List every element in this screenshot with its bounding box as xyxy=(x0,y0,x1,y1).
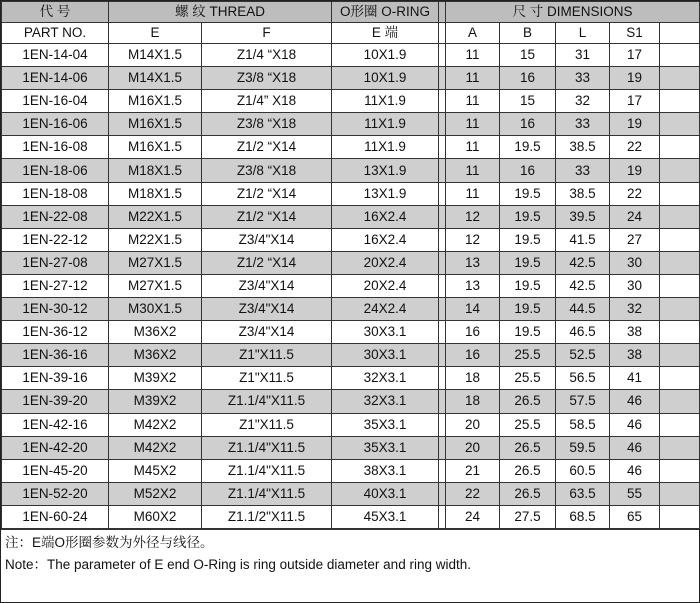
cell-gap xyxy=(439,298,446,321)
cell-l: 57.5 xyxy=(556,390,610,413)
header-code-cn: 代 号 xyxy=(2,2,109,23)
cell-l: 41.5 xyxy=(556,228,610,251)
table-row xyxy=(2,205,700,228)
header-col-b: B xyxy=(500,23,556,44)
cell-f: Z1/4 “X18 xyxy=(202,44,332,67)
table-body xyxy=(2,44,700,529)
cell-oring: 32X3.1 xyxy=(332,367,439,390)
cell-blank xyxy=(660,344,700,367)
cell-e: M36X2 xyxy=(109,344,202,367)
header-gap xyxy=(439,23,446,44)
cell-s1: 41 xyxy=(610,367,660,390)
cell-gap xyxy=(439,182,446,205)
cell-blank xyxy=(660,482,700,505)
cell-l: 38.5 xyxy=(556,136,610,159)
cell-e: M16X1.5 xyxy=(109,90,202,113)
cell-blank xyxy=(660,44,700,67)
cell-blank xyxy=(660,321,700,344)
cell-blank xyxy=(660,90,700,113)
cell-part: 1EN-36-16 xyxy=(2,344,109,367)
cell-gap xyxy=(439,482,446,505)
cell-f: Z1"X11.5 xyxy=(202,344,332,367)
header-dimensions: 尺 寸 DIMENSIONS xyxy=(446,2,700,23)
cell-f: Z1.1/4"X11.5 xyxy=(202,482,332,505)
header-part-no: PART NO. xyxy=(2,23,109,44)
cell-l: 68.5 xyxy=(556,505,610,528)
header-gap xyxy=(439,2,446,23)
cell-b: 26.5 xyxy=(500,482,556,505)
cell-f: Z1/2 “X14 xyxy=(202,251,332,274)
cell-part: 1EN-36-12 xyxy=(2,321,109,344)
table-row xyxy=(2,390,700,413)
cell-part: 1EN-16-06 xyxy=(2,113,109,136)
cell-l: 39.5 xyxy=(556,205,610,228)
cell-part: 1EN-22-08 xyxy=(2,205,109,228)
cell-gap xyxy=(439,413,446,436)
header-oring: O形圈 O-RING xyxy=(332,2,439,23)
cell-blank xyxy=(660,113,700,136)
cell-a: 11 xyxy=(446,159,500,182)
cell-blank xyxy=(660,298,700,321)
cell-e: M36X2 xyxy=(109,321,202,344)
cell-b: 19.5 xyxy=(500,205,556,228)
cell-oring: 13X1.9 xyxy=(332,159,439,182)
cell-e: M39X2 xyxy=(109,367,202,390)
cell-oring: 40X3.1 xyxy=(332,482,439,505)
cell-s1: 46 xyxy=(610,390,660,413)
cell-e: M18X1.5 xyxy=(109,159,202,182)
cell-l: 44.5 xyxy=(556,298,610,321)
cell-f: Z1.1/4"X11.5 xyxy=(202,459,332,482)
cell-f: Z1/2 “X14 xyxy=(202,136,332,159)
cell-part: 1EN-18-08 xyxy=(2,182,109,205)
header-col-l: L xyxy=(556,23,610,44)
cell-oring: 11X1.9 xyxy=(332,90,439,113)
cell-e: M42X2 xyxy=(109,413,202,436)
cell-a: 14 xyxy=(446,298,500,321)
table-row xyxy=(2,113,700,136)
table-row xyxy=(2,367,700,390)
table-row xyxy=(2,182,700,205)
cell-blank xyxy=(660,505,700,528)
cell-e: M39X2 xyxy=(109,390,202,413)
cell-e: M27X1.5 xyxy=(109,251,202,274)
cell-b: 26.5 xyxy=(500,459,556,482)
cell-gap xyxy=(439,274,446,297)
cell-blank xyxy=(660,413,700,436)
header-col-s1: S1 xyxy=(610,23,660,44)
cell-b: 16 xyxy=(500,159,556,182)
table-row xyxy=(2,413,700,436)
cell-gap xyxy=(439,459,446,482)
cell-e: M42X2 xyxy=(109,436,202,459)
cell-oring: 13X1.9 xyxy=(332,182,439,205)
cell-b: 25.5 xyxy=(500,344,556,367)
cell-part: 1EN-27-08 xyxy=(2,251,109,274)
table-row xyxy=(2,251,700,274)
cell-gap xyxy=(439,113,446,136)
cell-b: 25.5 xyxy=(500,413,556,436)
cell-l: 31 xyxy=(556,44,610,67)
cell-blank xyxy=(660,390,700,413)
cell-b: 16 xyxy=(500,67,556,90)
cell-a: 11 xyxy=(446,90,500,113)
cell-blank xyxy=(660,67,700,90)
cell-f: Z1/2 “X14 xyxy=(202,205,332,228)
cell-oring: 16X2.4 xyxy=(332,205,439,228)
cell-blank xyxy=(660,367,700,390)
cell-s1: 27 xyxy=(610,228,660,251)
cell-a: 20 xyxy=(446,413,500,436)
cell-s1: 19 xyxy=(610,67,660,90)
cell-oring: 11X1.9 xyxy=(332,136,439,159)
cell-blank xyxy=(660,436,700,459)
cell-oring: 32X3.1 xyxy=(332,390,439,413)
table-row xyxy=(2,44,700,67)
cell-a: 16 xyxy=(446,344,500,367)
cell-part: 1EN-30-12 xyxy=(2,298,109,321)
cell-gap xyxy=(439,205,446,228)
cell-gap xyxy=(439,67,446,90)
cell-gap xyxy=(439,44,446,67)
cell-s1: 30 xyxy=(610,274,660,297)
cell-b: 19.5 xyxy=(500,251,556,274)
cell-a: 11 xyxy=(446,182,500,205)
cell-b: 26.5 xyxy=(500,390,556,413)
cell-s1: 32 xyxy=(610,298,660,321)
cell-e: M22X1.5 xyxy=(109,228,202,251)
cell-a: 11 xyxy=(446,67,500,90)
cell-part: 1EN-16-08 xyxy=(2,136,109,159)
cell-a: 21 xyxy=(446,459,500,482)
cell-l: 63.5 xyxy=(556,482,610,505)
cell-f: Z3/4"X14 xyxy=(202,321,332,344)
header-col-e: E xyxy=(109,23,202,44)
cell-b: 19.5 xyxy=(500,298,556,321)
cell-a: 12 xyxy=(446,205,500,228)
cell-a: 20 xyxy=(446,436,500,459)
cell-s1: 65 xyxy=(610,505,660,528)
cell-blank xyxy=(660,251,700,274)
note-cn: 注：E端O形圈参数为外径与线径。 xyxy=(5,534,214,550)
cell-gap xyxy=(439,90,446,113)
cell-l: 60.5 xyxy=(556,459,610,482)
cell-f: Z1.1/2"X11.5 xyxy=(202,505,332,528)
cell-gap xyxy=(439,505,446,528)
cell-gap xyxy=(439,367,446,390)
table-row xyxy=(2,344,700,367)
cell-l: 46.5 xyxy=(556,321,610,344)
cell-f: Z1"X11.5 xyxy=(202,367,332,390)
cell-e: M18X1.5 xyxy=(109,182,202,205)
cell-b: 26.5 xyxy=(500,436,556,459)
cell-a: 18 xyxy=(446,367,500,390)
cell-oring: 10X1.9 xyxy=(332,67,439,90)
cell-oring: 45X3.1 xyxy=(332,505,439,528)
cell-oring: 20X2.4 xyxy=(332,274,439,297)
cell-f: Z1.1/4"X11.5 xyxy=(202,436,332,459)
cell-gap xyxy=(439,159,446,182)
cell-b: 19.5 xyxy=(500,136,556,159)
cell-f: Z3/4"X14 xyxy=(202,228,332,251)
cell-gap xyxy=(439,436,446,459)
cell-part: 1EN-16-04 xyxy=(2,90,109,113)
cell-a: 11 xyxy=(446,136,500,159)
cell-oring: 38X3.1 xyxy=(332,459,439,482)
table-row xyxy=(2,505,700,528)
cell-a: 13 xyxy=(446,274,500,297)
table-row xyxy=(2,67,700,90)
cell-gap xyxy=(439,136,446,159)
cell-part: 1EN-60-24 xyxy=(2,505,109,528)
cell-s1: 46 xyxy=(610,459,660,482)
cell-s1: 19 xyxy=(610,113,660,136)
cell-f: Z1.1/4"X11.5 xyxy=(202,390,332,413)
table-row xyxy=(2,274,700,297)
table-row xyxy=(2,321,700,344)
table-row xyxy=(2,482,700,505)
cell-blank xyxy=(660,459,700,482)
table-row xyxy=(2,298,700,321)
cell-s1: 46 xyxy=(610,413,660,436)
cell-b: 19.5 xyxy=(500,321,556,344)
cell-s1: 17 xyxy=(610,90,660,113)
cell-a: 18 xyxy=(446,390,500,413)
header-row-top xyxy=(2,2,700,23)
cell-b: 19.5 xyxy=(500,228,556,251)
header-col-blank xyxy=(660,23,700,44)
cell-oring: 35X3.1 xyxy=(332,436,439,459)
cell-gap xyxy=(439,321,446,344)
cell-e: M16X1.5 xyxy=(109,113,202,136)
cell-part: 1EN-42-20 xyxy=(2,436,109,459)
cell-f: Z3/8 “X18 xyxy=(202,159,332,182)
cell-s1: 38 xyxy=(610,344,660,367)
cell-a: 11 xyxy=(446,44,500,67)
cell-a: 11 xyxy=(446,113,500,136)
cell-l: 33 xyxy=(556,159,610,182)
header-col-f: F xyxy=(202,23,332,44)
cell-s1: 46 xyxy=(610,436,660,459)
cell-b: 15 xyxy=(500,90,556,113)
cell-part: 1EN-14-04 xyxy=(2,44,109,67)
table-row xyxy=(2,228,700,251)
table-row xyxy=(2,159,700,182)
cell-oring: 20X2.4 xyxy=(332,251,439,274)
cell-e: M22X1.5 xyxy=(109,205,202,228)
cell-blank xyxy=(660,182,700,205)
cell-f: Z3/4"X14 xyxy=(202,274,332,297)
cell-l: 52.5 xyxy=(556,344,610,367)
cell-e: M16X1.5 xyxy=(109,136,202,159)
cell-b: 16 xyxy=(500,113,556,136)
cell-e: M45X2 xyxy=(109,459,202,482)
cell-l: 33 xyxy=(556,67,610,90)
note-en: Note：The parameter of E end O-Ring is ring outside diameter and ring width. xyxy=(5,556,471,572)
cell-gap xyxy=(439,344,446,367)
cell-s1: 38 xyxy=(610,321,660,344)
cell-e: M27X1.5 xyxy=(109,274,202,297)
cell-gap xyxy=(439,390,446,413)
cell-b: 19.5 xyxy=(500,182,556,205)
cell-gap xyxy=(439,228,446,251)
cell-part: 1EN-18-06 xyxy=(2,159,109,182)
cell-b: 19.5 xyxy=(500,274,556,297)
table-row xyxy=(2,459,700,482)
cell-l: 38.5 xyxy=(556,182,610,205)
cell-f: Z1/4” X18 xyxy=(202,90,332,113)
cell-oring: 11X1.9 xyxy=(332,113,439,136)
cell-blank xyxy=(660,159,700,182)
cell-e: M52X2 xyxy=(109,482,202,505)
cell-part: 1EN-52-20 xyxy=(2,482,109,505)
cell-a: 12 xyxy=(446,228,500,251)
cell-l: 42.5 xyxy=(556,251,610,274)
cell-blank xyxy=(660,205,700,228)
cell-part: 1EN-27-12 xyxy=(2,274,109,297)
cell-b: 15 xyxy=(500,44,556,67)
header-row-bottom xyxy=(2,23,700,44)
cell-a: 24 xyxy=(446,505,500,528)
cell-l: 58.5 xyxy=(556,413,610,436)
cell-part: 1EN-42-16 xyxy=(2,413,109,436)
cell-s1: 22 xyxy=(610,136,660,159)
cell-l: 56.5 xyxy=(556,367,610,390)
cell-a: 13 xyxy=(446,251,500,274)
dimensions-table xyxy=(1,1,700,529)
cell-part: 1EN-14-06 xyxy=(2,67,109,90)
cell-f: Z1"X11.5 xyxy=(202,413,332,436)
cell-oring: 24X2.4 xyxy=(332,298,439,321)
cell-gap xyxy=(439,251,446,274)
cell-f: Z1/2 “X14 xyxy=(202,182,332,205)
cell-s1: 17 xyxy=(610,44,660,67)
table-row xyxy=(2,136,700,159)
cell-oring: 10X1.9 xyxy=(332,44,439,67)
cell-l: 33 xyxy=(556,113,610,136)
cell-e: M14X1.5 xyxy=(109,44,202,67)
cell-oring: 30X3.1 xyxy=(332,321,439,344)
header-col-e-end: E 端 xyxy=(332,23,439,44)
cell-l: 59.5 xyxy=(556,436,610,459)
cell-b: 27.5 xyxy=(500,505,556,528)
cell-f: Z3/8 “X18 xyxy=(202,67,332,90)
cell-e: M14X1.5 xyxy=(109,67,202,90)
cell-l: 32 xyxy=(556,90,610,113)
cell-oring: 35X3.1 xyxy=(332,413,439,436)
cell-s1: 22 xyxy=(610,182,660,205)
header-col-a: A xyxy=(446,23,500,44)
cell-part: 1EN-39-20 xyxy=(2,390,109,413)
cell-blank xyxy=(660,136,700,159)
cell-oring: 16X2.4 xyxy=(332,228,439,251)
cell-f: Z3/4"X14 xyxy=(202,298,332,321)
cell-b: 25.5 xyxy=(500,367,556,390)
cell-f: Z3/8 “X18 xyxy=(202,113,332,136)
cell-blank xyxy=(660,228,700,251)
cell-s1: 24 xyxy=(610,205,660,228)
cell-l: 42.5 xyxy=(556,274,610,297)
header-thread: 螺 纹 THREAD xyxy=(109,2,332,23)
cell-part: 1EN-39-16 xyxy=(2,367,109,390)
cell-s1: 19 xyxy=(610,159,660,182)
cell-a: 22 xyxy=(446,482,500,505)
cell-e: M60X2 xyxy=(109,505,202,528)
cell-a: 16 xyxy=(446,321,500,344)
table-row xyxy=(2,436,700,459)
cell-blank xyxy=(660,274,700,297)
cell-s1: 55 xyxy=(610,482,660,505)
notes xyxy=(1,529,699,576)
cell-e: M30X1.5 xyxy=(109,298,202,321)
cell-s1: 30 xyxy=(610,251,660,274)
cell-oring: 30X3.1 xyxy=(332,344,439,367)
cell-part: 1EN-22-12 xyxy=(2,228,109,251)
table-row xyxy=(2,90,700,113)
cell-part: 1EN-45-20 xyxy=(2,459,109,482)
